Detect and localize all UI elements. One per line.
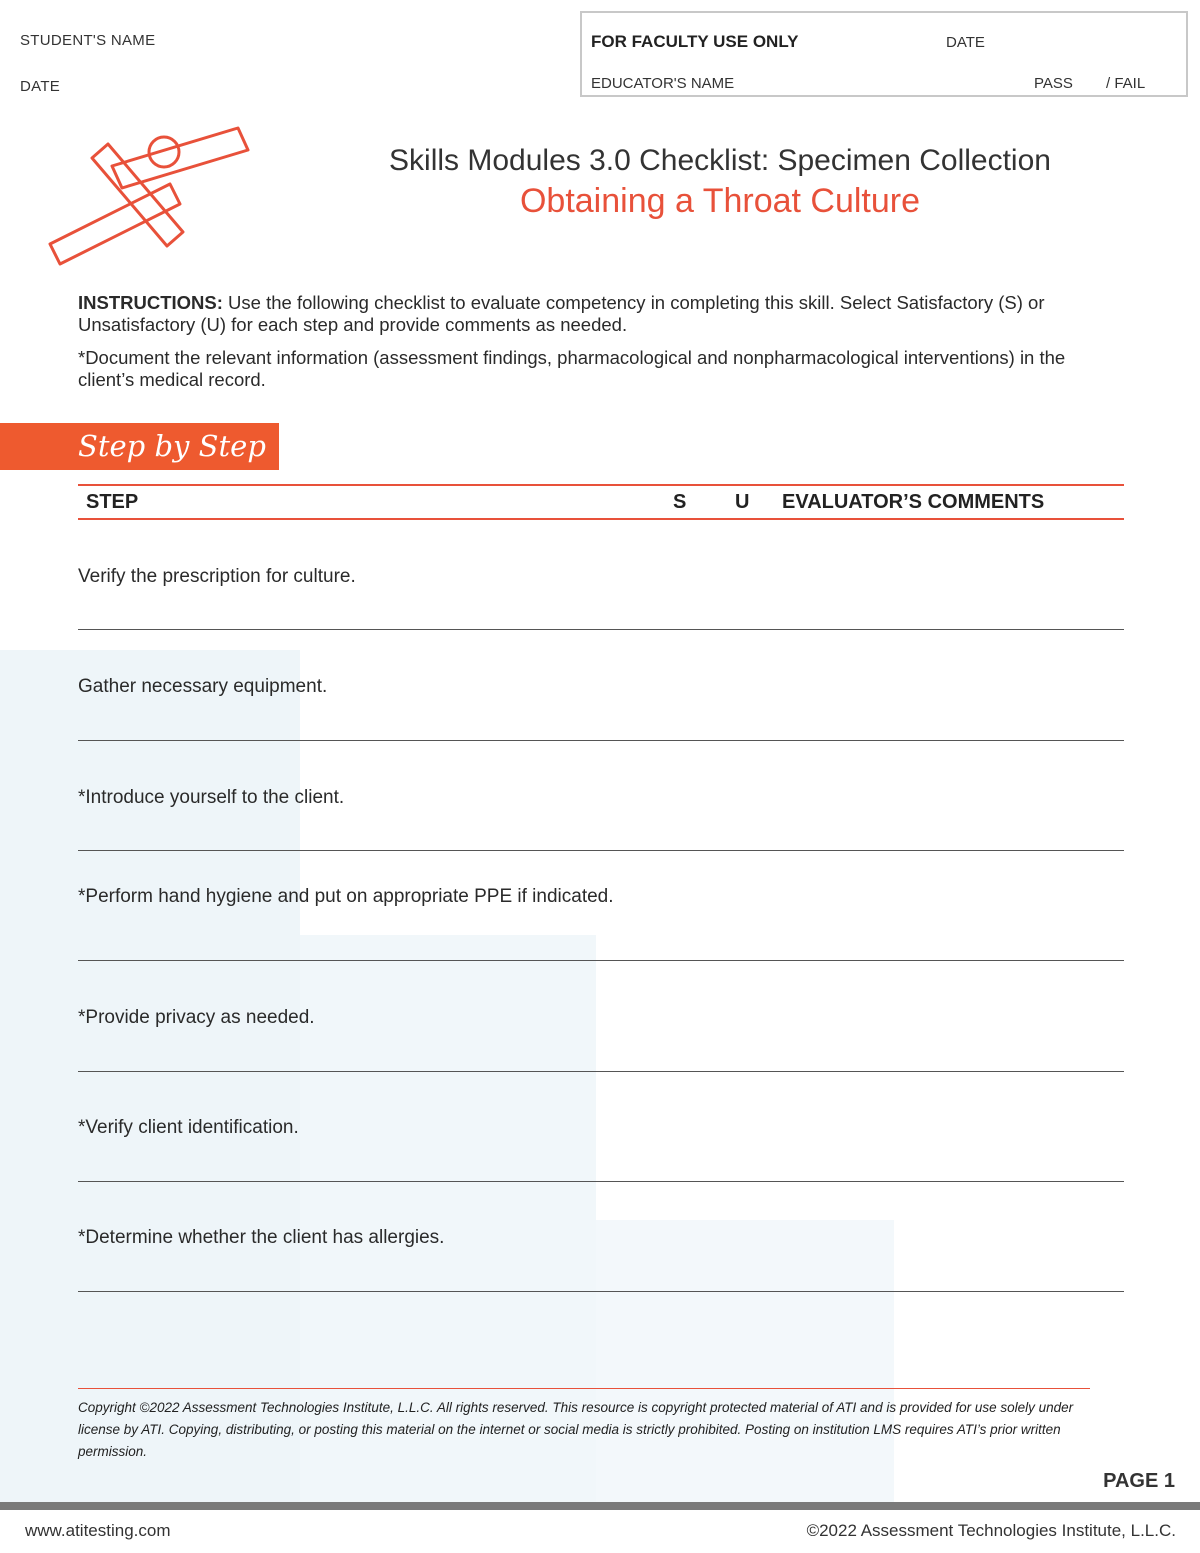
- row-divider: [78, 1071, 1124, 1072]
- page-title: Skills Modules 3.0 Checklist: Specimen Collection: [389, 144, 1051, 177]
- instructions-text: Use the following checklist to evaluate competency in completing this skill. Select Satisfactory (S) or Unsatisfactory (U) for each step and provide comments as needed.: [78, 292, 1045, 335]
- step-text: Gather necessary equipment.: [78, 676, 328, 697]
- page-number: PAGE 1: [1103, 1470, 1175, 1492]
- row-divider: [78, 1291, 1124, 1292]
- step-text: *Determine whether the client has allergies.: [78, 1227, 445, 1248]
- step-text: *Verify client identification.: [78, 1117, 299, 1138]
- col-header-comments: EVALUATOR’S COMMENTS: [782, 491, 1045, 513]
- student-date-label: DATE: [20, 78, 61, 95]
- instructions-note: *Document the relevant information (assessment findings, pharmacological and nonpharmacological interventions) in the client’s medical record.: [78, 347, 1066, 390]
- page-subtitle: Obtaining a Throat Culture: [519, 182, 921, 220]
- fail-label: / FAIL: [1106, 75, 1146, 92]
- col-header-step: STEP: [86, 491, 139, 513]
- student-name-label: STUDENT'S NAME: [20, 32, 156, 49]
- faculty-date-label: DATE: [946, 34, 985, 51]
- faculty-use-box: [580, 11, 1188, 97]
- copyright-notice: Copyright ©2022 Assessment Technologies Institute, L.L.C. All rights reserved. This resource is copyright protected material of ATI and is provided for use solely under license by ATI. Copying, distributing, or posting this material on the internet or social media is strictly prohibited. Posting on institution LMS requires ATI’s prior written permission.: [78, 1400, 1074, 1459]
- copyright-rule: [78, 1388, 1090, 1389]
- footer-website-link[interactable]: www.atitesting.com: [25, 1521, 171, 1540]
- step-text: Verify the prescription for culture.: [78, 566, 356, 587]
- educator-name-label: EDUCATOR'S NAME: [591, 75, 735, 92]
- footer-bar: [0, 1502, 1200, 1510]
- table-top-rule: [78, 484, 1124, 486]
- table-header-rule: [78, 518, 1124, 520]
- row-divider: [78, 740, 1124, 741]
- pass-label: PASS: [1034, 75, 1073, 92]
- step-text: *Perform hand hygiene and put on appropriate PPE if indicated.: [78, 886, 614, 907]
- col-header-s: S: [673, 491, 687, 513]
- row-divider: [78, 1181, 1124, 1182]
- faculty-box-title: FOR FACULTY USE ONLY: [591, 32, 799, 51]
- row-divider: [78, 960, 1124, 961]
- ati-figure-logo-icon: [48, 126, 253, 268]
- row-divider: [78, 629, 1124, 630]
- footer-company: ©2022 Assessment Technologies Institute, L.L.C.: [806, 1521, 1176, 1540]
- step-by-step-banner: [0, 423, 279, 470]
- row-divider: [78, 850, 1124, 851]
- step-text: *Introduce yourself to the client.: [78, 787, 345, 808]
- instructions-lead: INSTRUCTIONS:: [78, 292, 223, 313]
- instructions: [78, 292, 1068, 336]
- step-text: *Provide privacy as needed.: [78, 1007, 315, 1028]
- col-header-u: U: [735, 491, 750, 513]
- banner-label: Step by Step: [78, 429, 266, 463]
- background-panel: [0, 650, 300, 1503]
